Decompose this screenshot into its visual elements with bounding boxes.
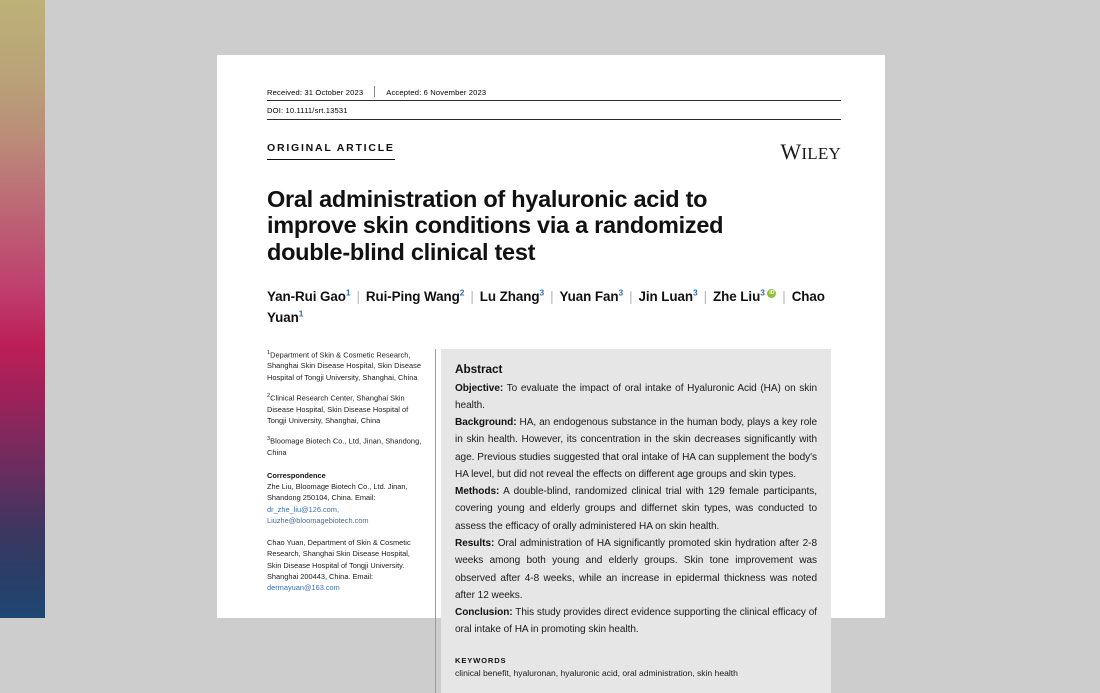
abstract-results: [455, 535, 817, 604]
email-label: Email:: [352, 571, 374, 581]
email-link[interactable]: Liuzhe@bloomagebiotech.com: [267, 515, 369, 525]
affiliations-column: [267, 349, 435, 693]
author-item[interactable]: [366, 289, 464, 304]
author-name: Zhe Liu: [713, 289, 761, 305]
author-name: Yan-Rui Gao: [267, 289, 346, 305]
author-affiliation-marker: 3: [760, 287, 765, 298]
abstract-section-text: HA, an endogenous substance in the human body, plays a key role in skin health. However, its concentration in the skin decreases significantly with age. Previous studies suggested that oral intake of HA can supplement the body's HA level, but did not reveal the effects on different age groups and skin types.: [455, 417, 817, 480]
author-affiliation-marker: 1: [345, 287, 351, 298]
correspondence-address: Chao Yuan, Department of Skin & Cosmetic Research, Shanghai Skin Disease Hospital, Skin Disease Hospital of Tongji University. Shanghai 200443, China.: [267, 538, 411, 581]
affiliation-text: Department of Skin & Cosmetic Research, Shanghai Skin Disease Hospital, Skin Disease Hospital of Tongji University, Shanghai, China: [267, 350, 422, 382]
affiliation-text: Clinical Research Center, Shanghai Skin Disease Hospital, Skin Disease Hospital of Tongji University, Shanghai, China: [267, 393, 409, 425]
abstract-column: [441, 349, 841, 693]
publication-dates: [267, 84, 841, 101]
abstract-section-text: Oral administration of HA significantly promoted skin hydration after 2-8 weeks among both young and elderly groups. Skin tone improvement was observed after 4-8 weeks, while an increase in epidermal thickness was noted after 12 weeks.: [455, 538, 817, 601]
abstract-section-label: Conclusion:: [455, 607, 513, 619]
page-title: Oral administration of hyaluronic acid to improve skin conditions via a randomized double-blind clinical test: [267, 186, 724, 265]
correspondence-block: [267, 471, 425, 526]
content-columns: [267, 349, 841, 693]
author-name: Lu Zhang: [479, 289, 540, 305]
author-name: Yuan Fan: [559, 289, 619, 305]
abstract-background: [455, 414, 817, 483]
author-affiliation-marker: 3: [539, 287, 545, 298]
doi-line[interactable]: DOI: 10.1111/srt.13531: [267, 101, 841, 120]
abstract-section-label: Results:: [455, 538, 495, 550]
author-item[interactable]: [639, 289, 698, 304]
email-link[interactable]: dr_zhe_liu@126.com,: [267, 504, 340, 514]
email-label: Email:: [354, 493, 376, 503]
abstract-section-label: Objective:: [455, 382, 504, 394]
keywords-heading: KEYWORDS: [455, 655, 507, 665]
author-separator: |: [550, 289, 554, 305]
correspondence-address: Zhe Liu, Bloomage Biotech Co., Ltd. Jinan, Shandong 250104, China.: [267, 482, 408, 503]
author-affiliation-marker: 3: [693, 287, 698, 298]
correspondence-entry: [267, 537, 425, 593]
affiliation-marker: 2: [267, 392, 271, 399]
keywords-list: clinical benefit, hyaluronan, hyaluronic acid, oral administration, skin health: [455, 667, 738, 678]
abstract-section-text: To evaluate the impact of oral intake of Hyaluronic Acid (HA) on skin health.: [455, 382, 817, 411]
decorative-gradient-strip: [0, 0, 45, 618]
affiliation-marker: 3: [267, 436, 271, 443]
author-separator: |: [470, 289, 474, 305]
author-affiliation-marker: 1: [298, 308, 304, 319]
abstract-heading: Abstract: [455, 361, 503, 376]
abstract-objective: [455, 380, 817, 415]
column-divider: [435, 349, 436, 693]
received-date: Received: 31 October 2023: [267, 88, 364, 97]
author-separator: |: [782, 289, 786, 305]
author-affiliation-marker: 3: [618, 287, 624, 298]
article-page: [217, 55, 885, 678]
accepted-date: Accepted: 6 November 2023: [386, 88, 487, 97]
abstract-section-text: A double-blind, randomized clinical trial with 129 female participants, covering young and elderly groups and differnet skin types, was conducted to assess the efficacy of orally administered HA on skin health.: [455, 486, 817, 532]
affiliation-item: [267, 435, 425, 458]
abstract-box: [441, 349, 831, 693]
wiley-logo: WILEY: [780, 139, 841, 164]
affiliation-item: [267, 349, 425, 383]
date-separator: [374, 86, 375, 97]
abstract-methods: [455, 483, 817, 535]
orcid-id-icon[interactable]: [767, 289, 776, 298]
author-item[interactable]: [559, 289, 623, 304]
author-item[interactable]: [480, 289, 544, 304]
abstract-conclusion: [455, 604, 817, 639]
affiliation-marker: 1: [267, 349, 271, 356]
author-item[interactable]: [267, 289, 350, 304]
author-name: Rui-Ping Wang: [365, 289, 460, 305]
email-link[interactable]: dermayuan@163.com: [267, 583, 340, 593]
author-item[interactable]: [713, 289, 776, 304]
abstract-section-label: Methods:: [455, 486, 500, 498]
abstract-section-text: This study provides direct evidence supporting the clinical efficacy of oral intake of HA in promoting skin health.: [455, 607, 817, 636]
page-content: [267, 84, 841, 693]
article-type-row: [267, 138, 841, 164]
author-name: Chao Yuan: [267, 289, 825, 326]
affiliation-item: [267, 392, 425, 426]
author-name: Jin Luan: [638, 289, 694, 305]
author-list: [267, 287, 841, 329]
author-separator: |: [703, 289, 708, 305]
author-separator: |: [629, 289, 633, 305]
abstract-section-label: Background:: [455, 417, 517, 429]
correspondence-entry: [267, 481, 425, 526]
author-affiliation-marker: 2: [459, 287, 465, 298]
correspondence-heading: Correspondence: [267, 471, 326, 481]
article-type-label: ORIGINAL ARTICLE: [267, 142, 395, 160]
affiliation-text: Bloomage Biotech Co., Ltd, Jinan, Shandong, China: [267, 436, 422, 457]
author-separator: |: [356, 289, 360, 305]
